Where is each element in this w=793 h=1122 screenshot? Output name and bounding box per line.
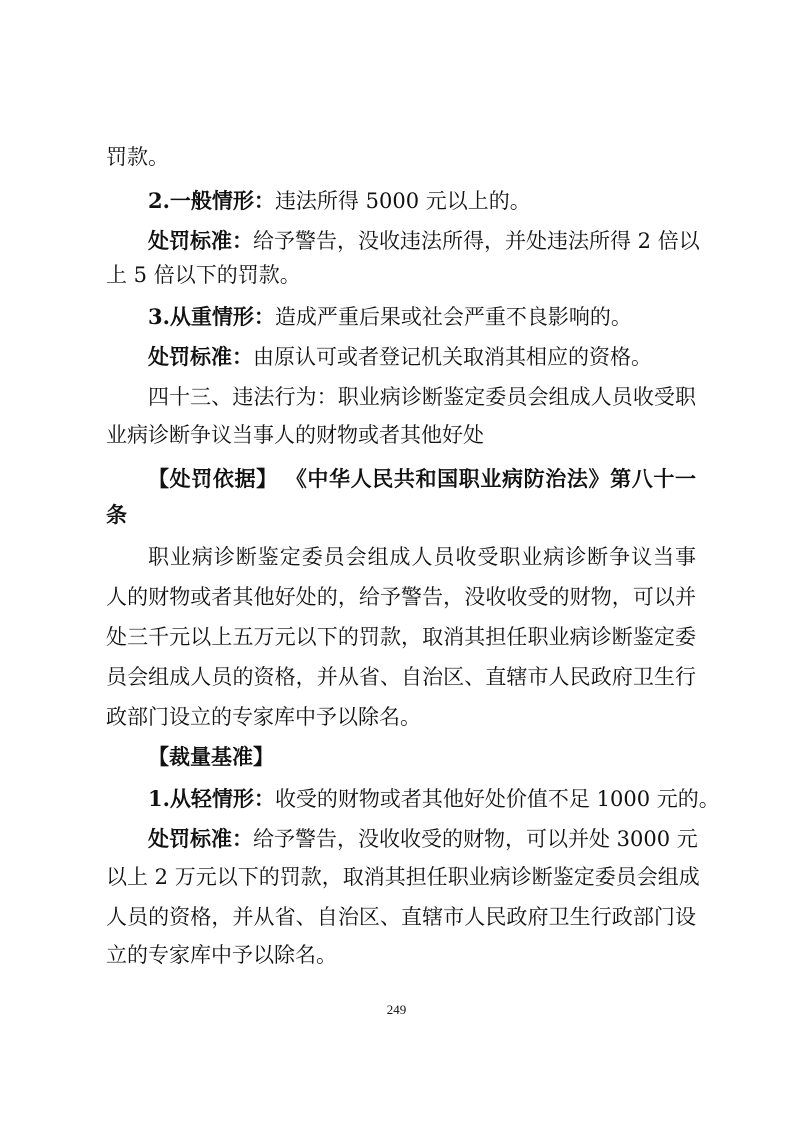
text-segment: 政部门设立的专家库中予以除名。 (106, 705, 421, 729)
text-segment: 给予警告，没收违法所得，并处违法所得 2 倍以 (253, 229, 700, 253)
text-line (148, 186, 696, 216)
text-segment: 收受的财物或者其他好处价值不足 1000 元的。 (274, 787, 720, 811)
text-segment: 职业病诊断鉴定委员会组成人员收受职业病诊断争议当事 (148, 545, 696, 569)
label-penalty-standard: 处罚标准： (148, 344, 253, 369)
text-line (148, 542, 696, 572)
text-line (106, 702, 696, 732)
text-segment: 人员的资格，并从省、自治区、直辖市人民政府卫生行政部门设 (106, 905, 696, 929)
section-heading-cont: 业病诊断争议当事人的财物或者其他好处 (106, 423, 484, 447)
text-line (106, 582, 696, 612)
text-line (106, 862, 700, 892)
text-line (106, 622, 696, 652)
text-line (148, 824, 696, 854)
text-line (148, 226, 700, 256)
text-segment: 处三千元以上五万元以下的罚款，取消其担任职业病诊断鉴定委 (106, 625, 696, 649)
text-line (106, 142, 696, 172)
text-line (106, 500, 696, 530)
text-line (148, 302, 696, 332)
text-line (106, 420, 696, 450)
text-line (148, 742, 696, 772)
text-segment: 上 5 倍以下的罚款。 (106, 263, 301, 287)
page-number: 249 (386, 1002, 407, 1017)
text-line (148, 382, 696, 412)
section-heading: 四十三、违法行为：职业病诊断鉴定委员会组成人员收受职 (148, 385, 696, 409)
text-line (148, 464, 696, 494)
discretion-standard-heading: 【裁量基准】 (148, 744, 274, 769)
text-segment: 由原认可或者登记机关取消其相应的资格。 (253, 345, 652, 369)
text-line (106, 260, 696, 290)
label-general-case: 2.一般情形： (148, 188, 275, 213)
text-line (106, 662, 696, 692)
label-aggravated-case: 3.从重情形： (148, 304, 275, 329)
label-penalty-standard: 处罚标准： (148, 228, 253, 253)
legal-basis-heading-cont: 条 (106, 502, 127, 527)
text-line (148, 342, 696, 372)
text-line (106, 902, 696, 932)
text-segment: 立的专家库中予以除名。 (106, 943, 337, 967)
text-segment: 员会组成人员的资格，并从省、自治区、直辖市人民政府卫生行 (106, 665, 696, 689)
text-segment: 以上 2 万元以下的罚款，取消其担任职业病诊断鉴定委员会组成 (106, 865, 700, 889)
text-line (148, 784, 720, 814)
label-penalty-standard: 处罚标准： (148, 826, 253, 851)
label-mitigated-case: 1.从轻情形： (148, 786, 275, 811)
text-segment: 罚款。 (106, 145, 169, 169)
text-segment: 违法所得 5000 元以上的。 (274, 189, 531, 213)
legal-basis-heading: 【处罚依据】 《中华人民共和国职业病防治法》第八十一 (148, 466, 696, 491)
text-segment: 人的财物或者其他好处的，给予警告，没收收受的财物，可以并 (106, 585, 696, 609)
text-segment: 给予警告，没收收受的财物，可以并处 3000 元 (253, 827, 698, 851)
text-segment: 造成严重后果或社会严重不良影响的。 (274, 305, 632, 329)
text-line (106, 940, 696, 970)
